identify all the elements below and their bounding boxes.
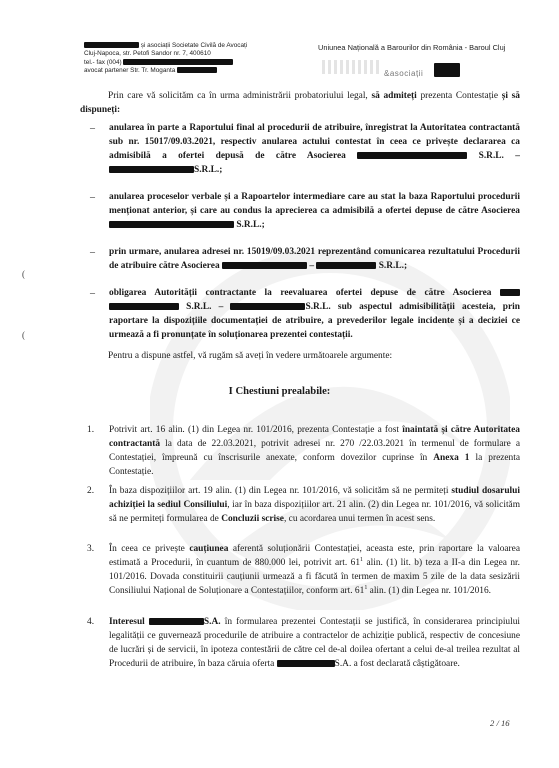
item-bold: Concluzii scrise [221, 513, 284, 524]
letterhead-line-2: Cluj-Napoca, str. Petofi Sandor nr. 7, 400610 [84, 50, 211, 58]
office-stamp [322, 57, 462, 79]
redaction [109, 303, 179, 310]
item-number: 1. [87, 425, 95, 435]
bullet-dash: – [90, 192, 95, 203]
bullet-dash: – [90, 247, 95, 258]
redaction [222, 262, 307, 269]
request-text: obligarea Autorității contractante la reevaluarea ofertei depuse de către Asocierea [109, 288, 492, 298]
item-bold: Interesul [109, 617, 145, 627]
intro-colon: : [117, 104, 121, 115]
margin-mark: ( [22, 269, 25, 279]
item-number: 2. [87, 486, 95, 496]
letterhead-line-3: tel.- fax (004) [84, 58, 122, 66]
request-text: anularea proceselor verbale și a Rapoartelor intermediare care au stat la baza Raportului procedurii menționat anterior, și care au condus la aprecierea ca admisibilă a ofertei depuse de către Asocierea [109, 192, 520, 216]
intro-bold-order: și să dispuneți [80, 91, 520, 115]
redaction [230, 303, 305, 310]
item-text: aferentă soluționării Contestației, aceasta este, prin raportare la valoarea estimată a Procedurii, în cuantum de 880.000 lei, potrivit art. 61 [109, 544, 520, 568]
superscript: 1 [360, 556, 364, 563]
letterhead-line-4: avocat partener Str. Tr. Moganta [84, 66, 176, 74]
request-text: S.R.L. – [478, 150, 520, 161]
request-text: S.R.L. sub aspectul admisibilității acesteia, prin raportare la dispozițiile documentației de atribuire, a prevederilor legale incidente și a deciziei ce urmează a fi pronunțate în soluționarea prezentei contestații. [109, 301, 520, 340]
request-text: S.R.L.; [236, 219, 265, 230]
item-text: la data de 22.03.2021, potrivit adresei nr. 270 /22.03.2021 în termenul de formulare a Contestației, împreună cu înscrisurile anexate, conform dovezilor cuprinse în [109, 438, 520, 463]
letterhead-line-1: și asociații Societate Civilă de Avocați [140, 42, 248, 49]
item-text: Potrivit art. 16 alin. (1) din Legea nr. 101/2016, prezenta Contestație a fost [109, 425, 403, 435]
redaction [84, 42, 139, 48]
intro-bold-admit: să admiteți [371, 91, 417, 101]
request-item-2 [109, 191, 520, 233]
intro-paragraph [80, 90, 520, 118]
request-text: S.R.L.; [194, 164, 223, 175]
redaction [123, 59, 233, 65]
arguments-intro: Pentru a dispune astfel, vă rugăm să aveți în vedere următoarele argumente: [108, 351, 393, 361]
superscript: 1 [364, 584, 368, 591]
preliminary-item-3 [109, 543, 520, 599]
redaction [109, 221, 234, 228]
redaction [500, 289, 520, 296]
request-text: prin urmare, anularea adresei nr. 15019/09.03.2021 reprezentând comunicarea rezultatului Procedurii de atribuire către Asocierea [109, 247, 520, 271]
item-bold: studiul dosarului achiziției la sediul Consiliului [109, 486, 520, 510]
bullet-dash: – [90, 123, 95, 134]
item-text: în formularea prezentei Contestații se justifică, în considerarea principiului legalității ce guvernează procedurile de atribuire a contractelor de achiziție publică, respectiv de concesiune de lucrări și de servicii, în ipoteza contestării de către cel de-al doilea ofertant a celui de-al treilea rezultat al Procedurii de atribuire, în baza căruia oferta [109, 617, 521, 669]
letterhead-left [84, 42, 269, 75]
item-bold: S.A. [203, 617, 221, 627]
item-bold: cauțiunea [189, 544, 229, 554]
item-number: 4. [87, 617, 95, 627]
margin-mark: ( [22, 330, 25, 340]
preliminary-item-2 [109, 485, 520, 527]
item-text: S.A. a fost declarată câștigătoare. [334, 658, 460, 669]
item-text: În baza dispozițiilor art. 19 alin. (1) din Legea nr. 101/2016, vă solicităm să ne permiteți [109, 486, 452, 496]
redaction [277, 660, 335, 667]
stamp-pattern [322, 60, 382, 74]
redaction [357, 152, 467, 159]
request-item-3 [109, 246, 520, 274]
preliminary-item-1 [109, 424, 520, 480]
redaction [177, 67, 217, 73]
bullet-dash: – [90, 288, 95, 299]
page-number: 2 / 16 [490, 718, 510, 728]
item-text: la prezenta Contestație. [109, 452, 521, 477]
redaction [149, 618, 204, 625]
request-item-4 [109, 287, 520, 343]
section-title: I Chestiuni prealabile: [228, 386, 331, 397]
stamp-text: &asociații [384, 69, 424, 78]
redaction [316, 262, 376, 269]
preliminary-item-4 [109, 616, 520, 672]
redaction [434, 63, 460, 77]
item-text: alin. (1) din Legea nr. 101/2016. [367, 585, 491, 596]
redaction [109, 166, 194, 173]
request-text: anularea în parte a Raportului final al procedurii de atribuire, înregistrat la Autoritatea contractantă sub nr. 15017/09.03.2021, respectiv anularea actului contestat în ceea ce privește declararea ca admisibilă a ofertei depusă de către Asocierea [109, 123, 520, 161]
request-text: S.R.L.; [378, 260, 408, 271]
intro-text: Prin care vă solicităm ca în urma administrării probatoriului legal, [108, 91, 372, 101]
bar-association-title: Uniunea Națională a Barourilor din România - Baroul Cluj [318, 43, 506, 52]
item-text: , iar în baza dispozițiilor art. 21 alin. (2) din Legea nr. 101/2016, vă solicităm să ne permiteți formularea de [109, 499, 521, 524]
request-text: S.R.L. – [186, 301, 224, 312]
item-bold: Anexa 1 [433, 452, 470, 463]
item-text: , cu acordarea unui termen în acest sens. [283, 513, 436, 524]
request-item-1 [109, 122, 520, 178]
item-text: alin. (1) lit. b) teza a II-a din Legea nr. 101/2016. Dovada constituirii cauțiunii urmează a fi făcută în termen de maxim 5 zile de la data sesizării Consiliului Național de Soluționare a Contestațiilor, conform art. 61 [109, 557, 521, 596]
item-text: În ceea ce privește [109, 544, 190, 554]
intro-text: prezenta Contestație [416, 91, 502, 101]
item-number: 3. [87, 544, 95, 554]
request-text: – [309, 260, 315, 271]
item-bold: înaintată și către Autoritatea contractantă [109, 425, 520, 449]
